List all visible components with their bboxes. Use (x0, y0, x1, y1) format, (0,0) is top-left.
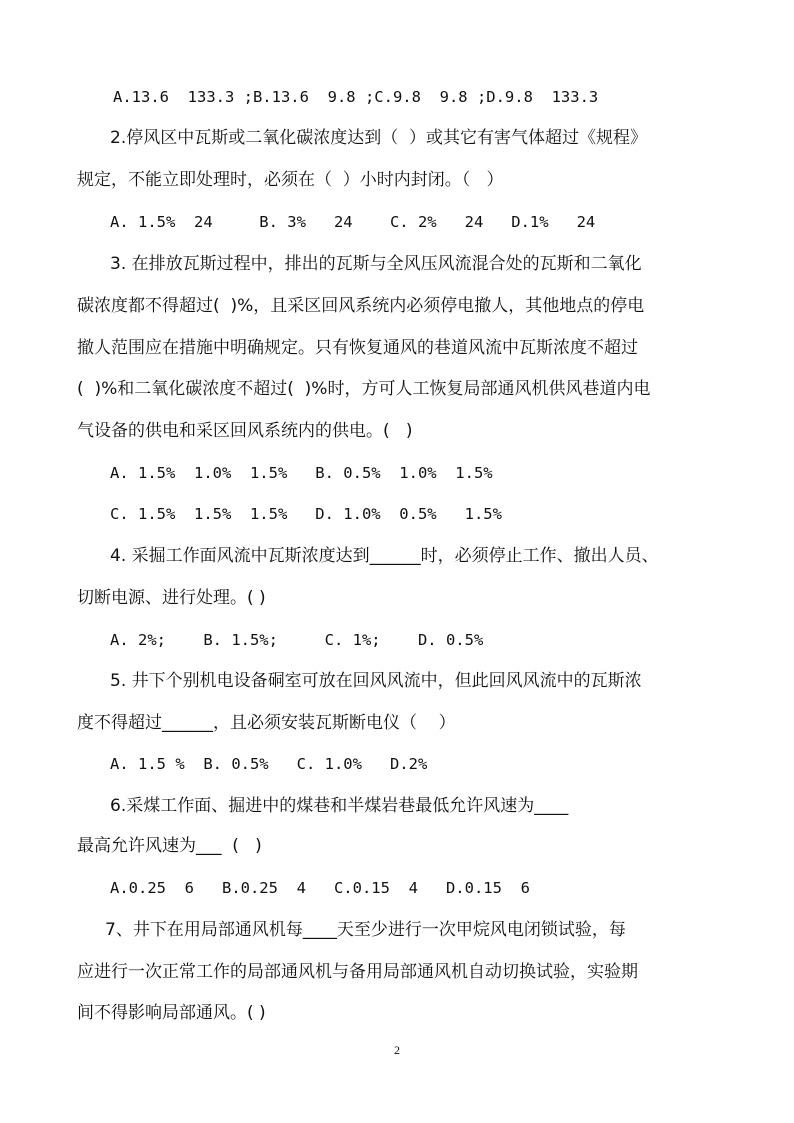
question-6-line-1: 6.采煤工作面、掘进中的煤巷和半煤岩巷最低允许风速为____ (110, 796, 569, 816)
question-3-line-1: 3. 在排放瓦斯过程中，排出的瓦斯与全风压风流混合处的瓦斯和二氧化 (110, 254, 642, 274)
question-4-options: A. 2%; B. 1.5%; C. 1%; D. 0.5% (110, 631, 484, 649)
question-3-line-4: ( )%和二氧化碳浓度不超过( )%时，方可人工恢复局部通风机供风巷道内电 (77, 379, 651, 399)
question-1-options: A.13.6 133.3 ;B.13.6 9.8 ;C.9.8 9.8 ;D.9.8 133.3 (113, 88, 599, 106)
question-5-options: A. 1.5 % B. 0.5% C. 1.0% D.2% (110, 755, 428, 773)
question-5-line-2: 度不得超过______，且必须安装瓦斯断电仪（ ） (77, 713, 456, 733)
question-3-line-2: 碳浓度都不得超过( )%，且采区回风系统内必须停电撤人，其他地点的停电 (77, 296, 645, 316)
question-3-line-3: 撤人范围应在措施中明确规定。只有恢复通风的巷道风流中瓦斯浓度不超过 (77, 338, 638, 358)
question-2-options: A. 1.5% 24 B. 3% 24 C. 2% 24 D.1% 24 (110, 213, 596, 231)
question-4-line-2: 切断电源、进行处理。( ) (77, 588, 266, 608)
question-2-line-2: 规定，不能立即处理时，必须在（ ）小时内封闭。（ ） (77, 170, 504, 190)
question-5-line-1: 5. 井下个别机电设备硐室可放在回风风流中，但此回风风流中的瓦斯浓 (110, 671, 642, 691)
question-6-line-2: 最高允许风速为___ ( ) (77, 836, 262, 856)
question-2-line-1: 2.停风区中瓦斯或二氧化碳浓度达到（ ）或其它有害气体超过《规程》 (110, 128, 648, 148)
page-number: 2 (394, 1043, 400, 1057)
question-3-options-ab: A. 1.5% 1.0% 1.5% B. 0.5% 1.0% 1.5% (110, 464, 493, 482)
question-7-line-3: 间不得影响局部通风。( ) (77, 1003, 266, 1023)
question-3-line-5: 气设备的供电和采区回风系统内的供电。( ) (77, 421, 413, 441)
question-3-options-cd: C. 1.5% 1.5% 1.5% D. 1.0% 0.5% 1.5% (110, 505, 502, 523)
question-7-line-1: 7、井下在用局部通风机每____天至少进行一次甲烷风电闭锁试验，每 (105, 920, 626, 940)
question-6-options: A.0.25 6 B.0.25 4 C.0.15 4 D.0.15 6 (110, 879, 530, 897)
question-7-line-2: 应进行一次正常工作的局部通风机与备用局部通风机自动切换试验，实验期 (77, 962, 638, 982)
question-4-line-1: 4. 采掘工作面风流中瓦斯浓度达到______时，必须停止工作、撤出人员、 (110, 546, 659, 566)
